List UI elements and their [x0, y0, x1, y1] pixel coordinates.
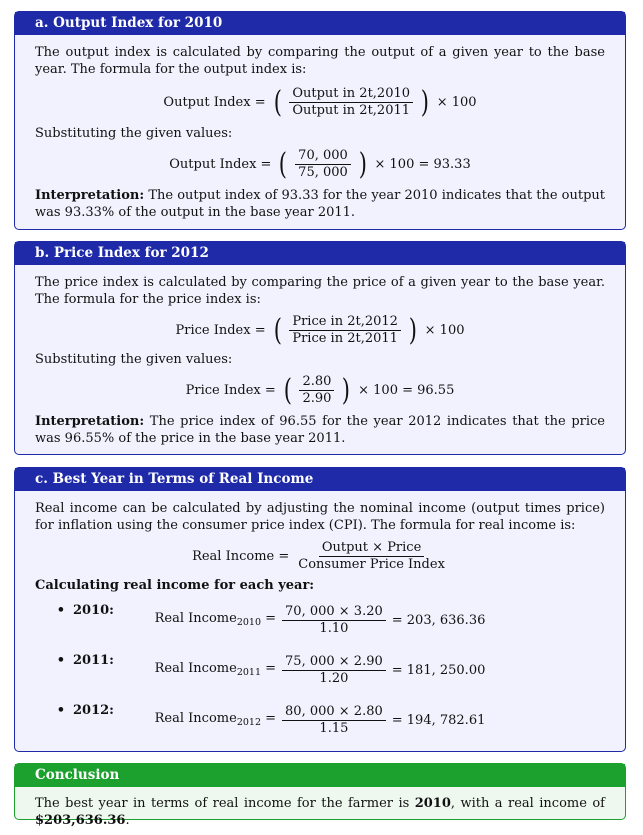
- price-index-calculation: Price Index = ( $\frac{2.80}{2.90}$ ) × 100 = 96.55: [185, 372, 455, 408]
- output-index-formula: Output Index = ( $\frac{\text{Output in 2t,2010}}{\text{Output in 2t,2011}}$ ) × 100: [163, 84, 477, 120]
- section-a-intro: The output index is calculated by comparing the output of a given year to the base year. The formula for the output index is:: [35, 45, 605, 77]
- real-income-2012-equation: Real Income$_{2012}$ = $\frac{80, 000 \times 2.80}{1.15}$ = 194, 782.61: [154, 704, 486, 736]
- conclusion-text: The best year in terms of real income for the farmer is 2010, with a real income of $203,636.36.: [35, 796, 605, 828]
- real-income-2011-equation: Real Income$_{2011}$ = $\frac{75, 000 \times 2.90}{1.20}$ = 181, 250.00: [154, 654, 486, 686]
- section-a-substituting: Substituting the given values:: [35, 126, 233, 141]
- year-list: [35, 602, 605, 752]
- real-income-2010-equation: Real Income$_{2010}$ = $\frac{70, 000 \times 3.20}{1.10}$ = 203, 636.36: [154, 604, 486, 636]
- conclusion-box: [14, 763, 626, 828]
- section-c-intro: Real income can be calculated by adjusting the nominal income (output times price) for inflation using the consumer price index (CPI). The formula for real income is:: [35, 501, 605, 533]
- section-a-header: a. Output Index for 2010: [15, 12, 625, 35]
- list-item-2012: • 2012: Real Income$_{2012}$ = $\frac{80, 000 \times 2.80}{1.15}$ = 194, 782.61: [35, 702, 605, 752]
- conclusion-header: Conclusion: [15, 764, 625, 787]
- list-item-2011: • 2011: Real Income$_{2011}$ = $\frac{75, 000 \times 2.90}{1.20}$ = 181, 250.00: [35, 652, 605, 702]
- section-c-box: [14, 467, 626, 752]
- section-c-header: c. Best Year in Terms of Real Income: [15, 468, 625, 491]
- section-a-box: [14, 11, 626, 230]
- section-b-intro: The price index is calculated by comparing the price of a given year to the base year. The formula for the price index is:: [35, 275, 605, 307]
- price-index-formula: Price Index = ( $\frac{\text{Price in 2t,2012}}{\text{Price in 2t,2011}}$ ) × 100: [175, 312, 465, 348]
- section-b-substituting: Substituting the given values:: [35, 352, 233, 367]
- real-income-formula: Real Income = $\frac{\text{Output × Price}}{\text{Consumer Price Index}}$: [192, 540, 445, 572]
- list-item-2010: • 2010: Real Income$_{2010}$ = $\frac{70, 000 \times 3.20}{1.10}$ = 203, 636.36: [35, 602, 605, 652]
- section-c-calc-heading: Calculating real income for each year:: [35, 578, 315, 593]
- section-a-interpretation: Interpretation: The output index of 93.33 for the year 2010 indicates that the output was 93.33% of the output in the base year 2011.: [35, 188, 605, 220]
- section-b-interpretation: Interpretation: The price index of 96.55 for the year 2012 indicates that the price was 96.55% of the price in the base year 2011.: [35, 414, 605, 446]
- section-b-box: [14, 241, 626, 455]
- section-b-header: b. Price Index for 2012: [15, 242, 625, 265]
- output-index-calculation: Output Index = ( $\frac{70, 000}{75, 000}$ ) × 100 = 93.33: [169, 146, 471, 182]
